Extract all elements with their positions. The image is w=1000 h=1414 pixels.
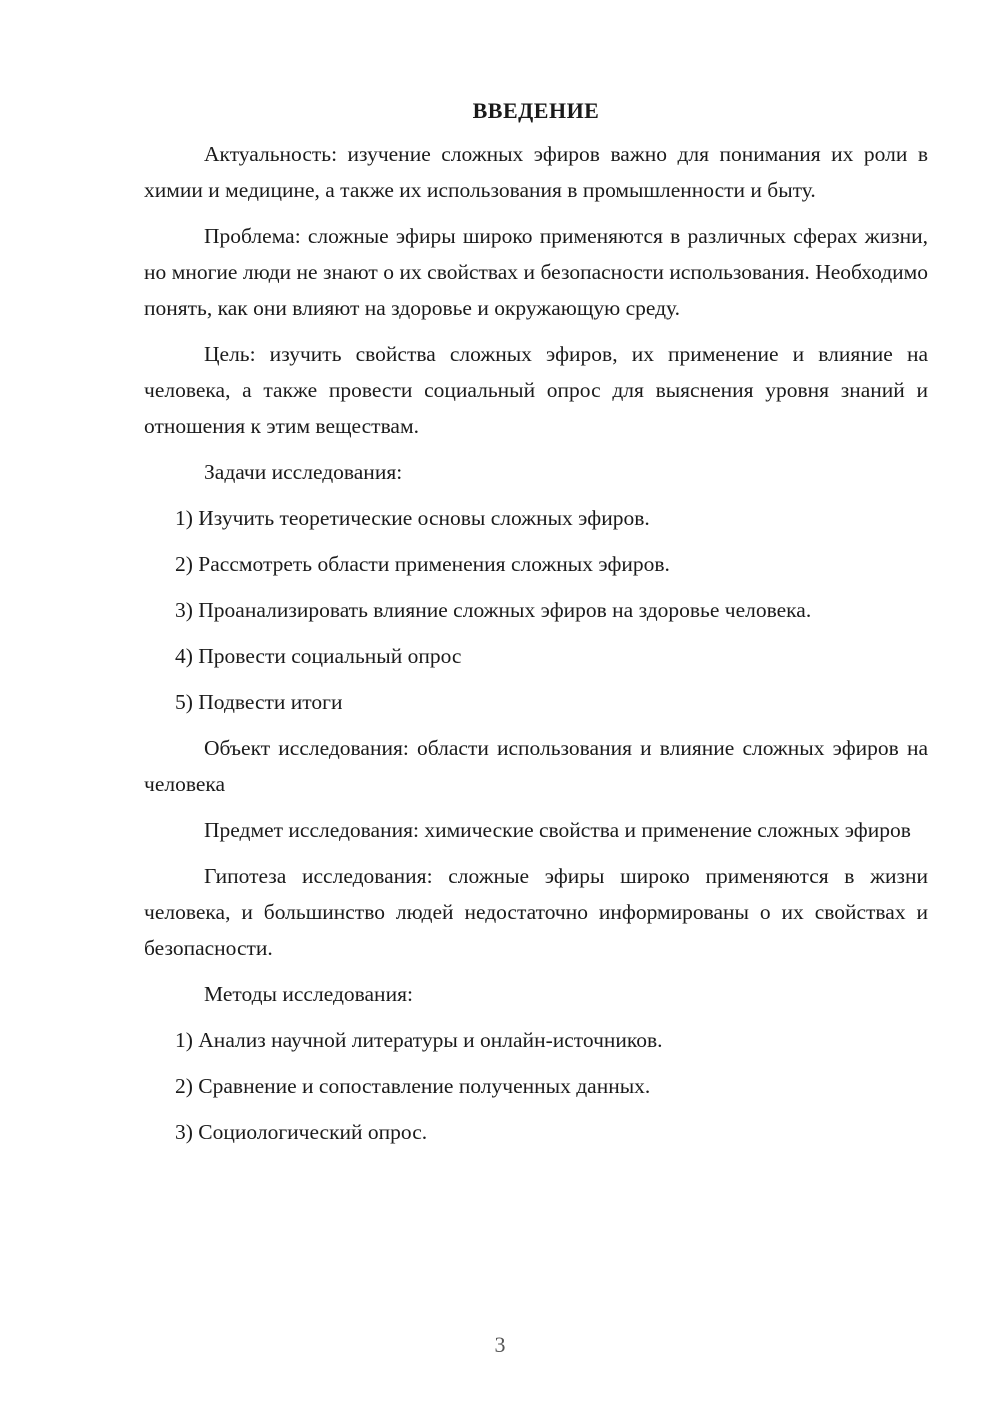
- list-item: 4) Провести социальный опрос: [175, 644, 462, 668]
- list-item: 3) Проанализировать влияние сложных эфиров на здоровье человека.: [175, 598, 812, 622]
- list-item: 5) Подвести итоги: [175, 690, 343, 714]
- page-number: 3: [494, 1332, 506, 1357]
- object-paragraph: Объект исследования: области использования и влияние сложных эфиров на человека: [144, 736, 928, 796]
- methods-heading: Методы исследования:: [204, 982, 413, 1006]
- list-item: 2) Рассмотреть области применения сложных эфиров.: [175, 552, 670, 576]
- list-item: 1) Анализ научной литературы и онлайн-источников.: [175, 1028, 663, 1052]
- problem-paragraph: Проблема: сложные эфиры широко применяются в различных сферах жизни, но многие люди не знают о их свойствах и безопасности использования. Необходимо понять, как они влияют на здоровье и окружающую среду.: [144, 224, 928, 320]
- hypothesis-paragraph: Гипотеза исследования: сложные эфиры широко применяются в жизни человека, и большинство людей недостаточно информированы о их свойствах и безопасности.: [144, 864, 928, 960]
- document-title: ВВЕДЕНИЕ: [472, 98, 600, 123]
- list-item: 2) Сравнение и сопоставление полученных данных.: [175, 1074, 651, 1098]
- methods-list: [144, 1022, 928, 1150]
- goal-paragraph: Цель: изучить свойства сложных эфиров, их применение и влияние на человека, а также провести социальный опрос для выяснения уровня знаний и отношения к этим веществам.: [144, 342, 928, 438]
- list-item: 3) Социологический опрос.: [175, 1120, 428, 1144]
- subject-paragraph: Предмет исследования: химические свойства и применение сложных эфиров: [204, 818, 911, 842]
- document-page: [144, 96, 928, 1160]
- tasks-heading: Задачи исследования:: [204, 460, 403, 484]
- relevance-paragraph: Актуальность: изучение сложных эфиров важно для понимания их роли в химии и медицине, а также их использования в промышленности и быту.: [144, 142, 928, 202]
- tasks-list: [144, 500, 928, 720]
- list-item: 1) Изучить теоретические основы сложных эфиров.: [175, 506, 650, 530]
